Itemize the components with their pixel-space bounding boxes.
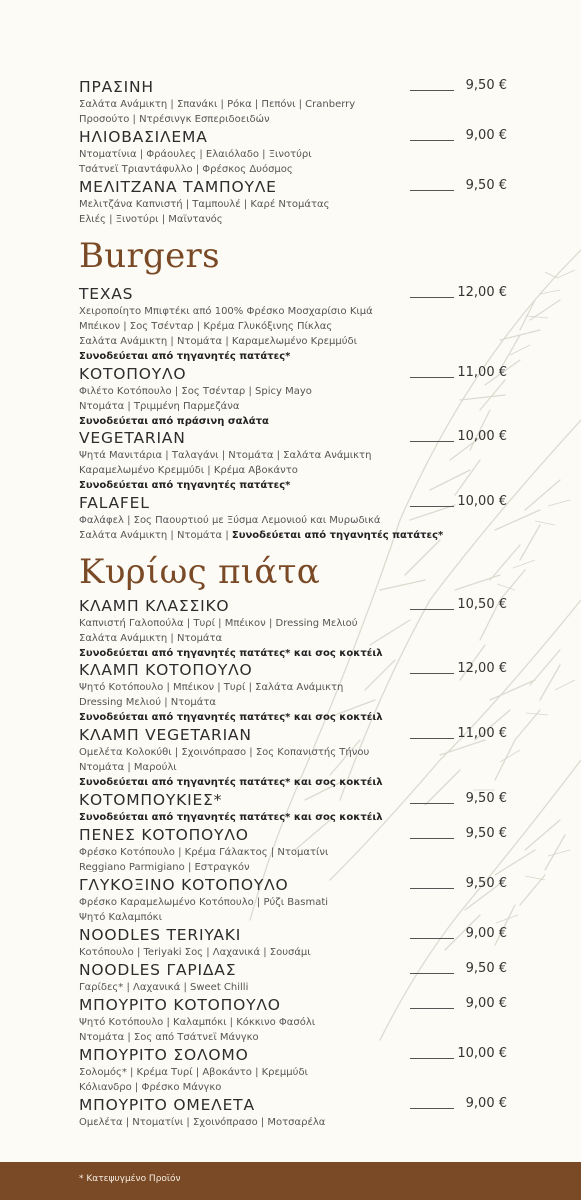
item-ingredients: Προσούτο | Ντρέσινγκ Εσπεριδοειδών [79,114,270,125]
item-price: 10,50 € [457,597,507,612]
menu-item [79,825,509,875]
side-dish-note: Συνοδεύεται από τηγανητές πατάτες* και σος κοκτέιλ [79,648,383,659]
price-leader-line [410,838,454,839]
menu-item-header [79,875,509,895]
price-leader-line [410,190,454,191]
footer-bar [0,1162,581,1200]
price-leader-line [410,803,454,804]
item-name: NOODLES ΓΑΡΙΔΑΣ [79,961,237,979]
menu-item [79,284,509,364]
menu-item-header [79,127,509,147]
item-price: 9,50 € [465,791,507,806]
side-dish-note: Συνοδεύεται από τηγανητές πατάτες* και σος κοκτέιλ [79,712,383,723]
menu-item [79,428,509,493]
item-price: 9,50 € [465,876,507,891]
item-name: ΜΠΟΥΡΙΤΟ ΟΜΕΛΕΤΑ [79,1096,255,1114]
item-ingredients: Φρέσκο Καραμελωμένο Κοτόπουλο | Ρύζι Basmati [79,897,329,908]
price-leader-line [410,377,454,378]
item-price: 12,00 € [457,661,507,676]
item-name: ΚΟΤΟΜΠΟΥΚΙΕΣ* [79,791,223,809]
item-ingredients: Ψητά Μανιτάρια | Ταλαγάνι | Ντομάτα | Σαλάτα Ανάμικτη [79,450,372,461]
price-leader-line [410,140,454,141]
menu-item-header [79,825,509,845]
menu-item [79,77,509,127]
menu-item [79,660,509,725]
menu-item-header [79,660,509,680]
item-price: 9,00 € [465,926,507,941]
menu-item [79,127,509,177]
menu-item [79,995,509,1045]
menu-item [79,925,509,960]
ingredients-text: Σαλάτα Ανάμικτη | Ντομάτα | [79,530,232,541]
item-price: 10,00 € [457,1046,507,1061]
price-leader-line [410,297,454,298]
item-price: 9,00 € [465,996,507,1011]
price-leader-line [410,609,454,610]
menu-item [79,1095,509,1130]
menu-item-header [79,960,509,980]
item-name: ΚΛΑΜΠ VEGETARIAN [79,726,252,744]
item-ingredients: Reggiano Parmigiano | Εστραγκόν [79,862,250,873]
item-ingredients: Σαλάτα Ανάμικτη | Ντομάτα [79,633,223,644]
menu-item-header [79,177,509,197]
side-dish-note: Συνοδεύεται από τηγανητές πατάτες* [231,530,444,541]
item-ingredients: Καραμελωμένο Κρεμμύδι | Κρέμα Αβοκάντο [79,465,298,476]
item-name: ΠΕΝΕΣ ΚΟΤΟΠΟΥΛΟ [79,826,249,844]
frozen-product-footnote: * Κατεψυγμένο Προϊόν [79,1174,181,1184]
item-name: ΚΛΑΜΠ ΚΟΤΟΠΟΥΛΟ [79,661,253,679]
item-name: VEGETARIAN [79,429,186,447]
price-leader-line [410,1008,454,1009]
item-ingredients: Κοτόπουλο | Teriyaki Σος | Λαχανικά | Σουσάμι [79,947,311,958]
menu-item-header [79,1095,509,1115]
menu-item [79,177,509,227]
item-ingredients: Γαρίδες* | Λαχανικά | Sweet Chilli [79,982,249,993]
item-name: ΓΛΥΚΟΞΙΝΟ ΚΟΤΟΠΟΥΛΟ [79,876,289,894]
menu-item-header [79,790,509,810]
price-leader-line [410,506,454,507]
item-price: 10,00 € [457,494,507,509]
menu-item [79,875,509,925]
item-ingredients: Ψητό Κοτόπουλο | Μπέικον | Τυρί | Σαλάτα Ανάμικτη [79,682,344,693]
menu-item [79,790,509,825]
side-dish-note: Συνοδεύεται από τηγανητές πατάτες* [79,351,291,362]
item-ingredients: Ντομάτα | Τριμμένη Παρμεζάνα [79,401,240,412]
menu-item [79,960,509,995]
side-dish-note: Συνοδεύεται από πράσινη σαλάτα [79,416,269,427]
item-ingredients: Φιλέτο Κοτόπουλο | Σος Τσένταρ | Spicy Mayo [79,386,312,397]
item-ingredients: Ομελέτα Κολοκύθι | Σχοινόπρασο | Σος Κοπανιστής Τήνου [79,747,370,758]
menu-item-header [79,77,509,97]
item-ingredients: Κόλιανδρο | Φρέσκο Μάνγκο [79,1082,222,1093]
item-ingredients: Ελιές | Ξινοτύρι | Μαϊντανός [79,214,223,225]
menu-item-header [79,364,509,384]
price-leader-line [410,1108,454,1109]
item-ingredients [79,528,509,543]
menu-item [79,596,509,661]
item-name: FALAFEL [79,494,150,512]
price-leader-line [410,973,454,974]
price-leader-line [410,673,454,674]
menu-item-header [79,284,509,304]
item-ingredients: Σολομός* | Κρέμα Τυρί | Αβοκάντο | Κρεμμύδι [79,1067,308,1078]
menu-item-header [79,428,509,448]
item-name: TEXAS [79,285,134,303]
item-ingredients: Ψητό Κοτόπουλο | Καλαμπόκι | Κόκκινο Φασόλι [79,1017,316,1028]
menu-item [79,364,509,429]
item-ingredients: Τσάτνεϊ Τριαντάφυλλο | Φρέσκος Δυόσμος [79,164,293,175]
menu-item [79,493,509,543]
item-ingredients: Σαλάτα Ανάμικτη | Σπανάκι | Ρόκα | Πεπόνι | Cranberry [79,99,356,110]
item-name: ΜΕΛΙΤΖΑΝΑ ΤΑΜΠΟΥΛΕ [79,178,277,196]
item-ingredients: Φαλάφελ | Σος Παουρτιού με Ξύσμα Λεμονιού και Μυρωδικά [79,515,381,526]
item-ingredients: Καπνιστή Γαλοπούλα | Τυρί | Μπέικον | Dressing Μελιού [79,618,358,629]
item-name: ΚΛΑΜΠ ΚΛΑΣΣΙΚΟ [79,597,230,615]
side-dish-note: Συνοδεύεται από τηγανητές πατάτες* και σος κοκτέιλ [79,812,383,823]
item-ingredients: Χειροποίητο Μπιφτέκι από 100% Φρέσκο Μοσχαρίσιο Κιμά [79,306,373,317]
menu-item-header [79,725,509,745]
menu-item-header [79,995,509,1015]
section-title-burgers: Burgers [79,236,220,276]
item-name: ΜΠΟΥΡΙΤΟ ΣΟΛΟΜΟ [79,1046,249,1064]
item-price: 12,00 € [457,285,507,300]
item-ingredients: Dressing Μελιού | Ντομάτα [79,697,216,708]
price-leader-line [410,441,454,442]
menu-item [79,1045,509,1095]
item-ingredients: Φρέσκο Κοτόπουλο | Κρέμα Γάλακτος | Ντοματίνι [79,847,329,858]
price-leader-line [410,1058,454,1059]
item-ingredients: Μελιτζάνα Καπνιστή | Ταμπουλέ | Καρέ Ντομάτας [79,199,330,210]
side-dish-note: Συνοδεύεται από τηγανητές πατάτες* και σος κοκτέιλ [79,777,383,788]
item-price: 9,00 € [465,1096,507,1111]
item-price: 9,50 € [465,178,507,193]
item-ingredients: Ντοματίνια | Φράουλες | Ελαιόλαδο | Ξινοτύρι [79,149,312,160]
section-title-mains: Κυρίως πιάτα [79,552,320,592]
menu-item-header [79,925,509,945]
item-name: ΚΟΤΟΠΟΥΛΟ [79,365,187,383]
item-price: 11,00 € [457,365,507,380]
item-name: ΗΛΙΟΒΑΣΙΛΕΜΑ [79,128,208,146]
item-name: ΠΡΑΣΙΝΗ [79,78,154,96]
item-name: ΜΠΟΥΡΙΤΟ ΚΟΤΟΠΟΥΛΟ [79,996,281,1014]
item-price: 10,00 € [457,429,507,444]
item-price: 9,50 € [465,826,507,841]
price-leader-line [410,738,454,739]
item-price: 11,00 € [457,726,507,741]
menu-item-header [79,1045,509,1065]
item-price: 9,00 € [465,128,507,143]
price-leader-line [410,938,454,939]
side-dish-note: Συνοδεύεται από τηγανητές πατάτες* [79,480,291,491]
item-ingredients: Ντομάτα | Σος από Τσάτνεϊ Μάνγκο [79,1032,259,1043]
menu-item-header [79,493,509,513]
item-ingredients: Μπέικον | Σος Τσένταρ | Κρέμα Γλυκόξινης Πίκλας [79,321,333,332]
item-name: NOODLES TERIYAKI [79,926,242,944]
menu-item [79,725,509,790]
menu-item-header [79,596,509,616]
item-ingredients: Ψητό Καλαμπόκι [79,912,162,923]
item-price: 9,50 € [465,78,507,93]
item-ingredients: Ομελέτα | Ντοματίνι | Σχοινόπρασο | Μοτσαρέλα [79,1117,326,1128]
item-price: 9,50 € [465,961,507,976]
price-leader-line [410,888,454,889]
item-ingredients: Ντομάτα | Μαρούλι [79,762,177,773]
price-leader-line [410,90,454,91]
item-ingredients: Σαλάτα Ανάμικτη | Ντομάτα | Καραμελωμένο Κρεμμύδι [79,336,357,347]
